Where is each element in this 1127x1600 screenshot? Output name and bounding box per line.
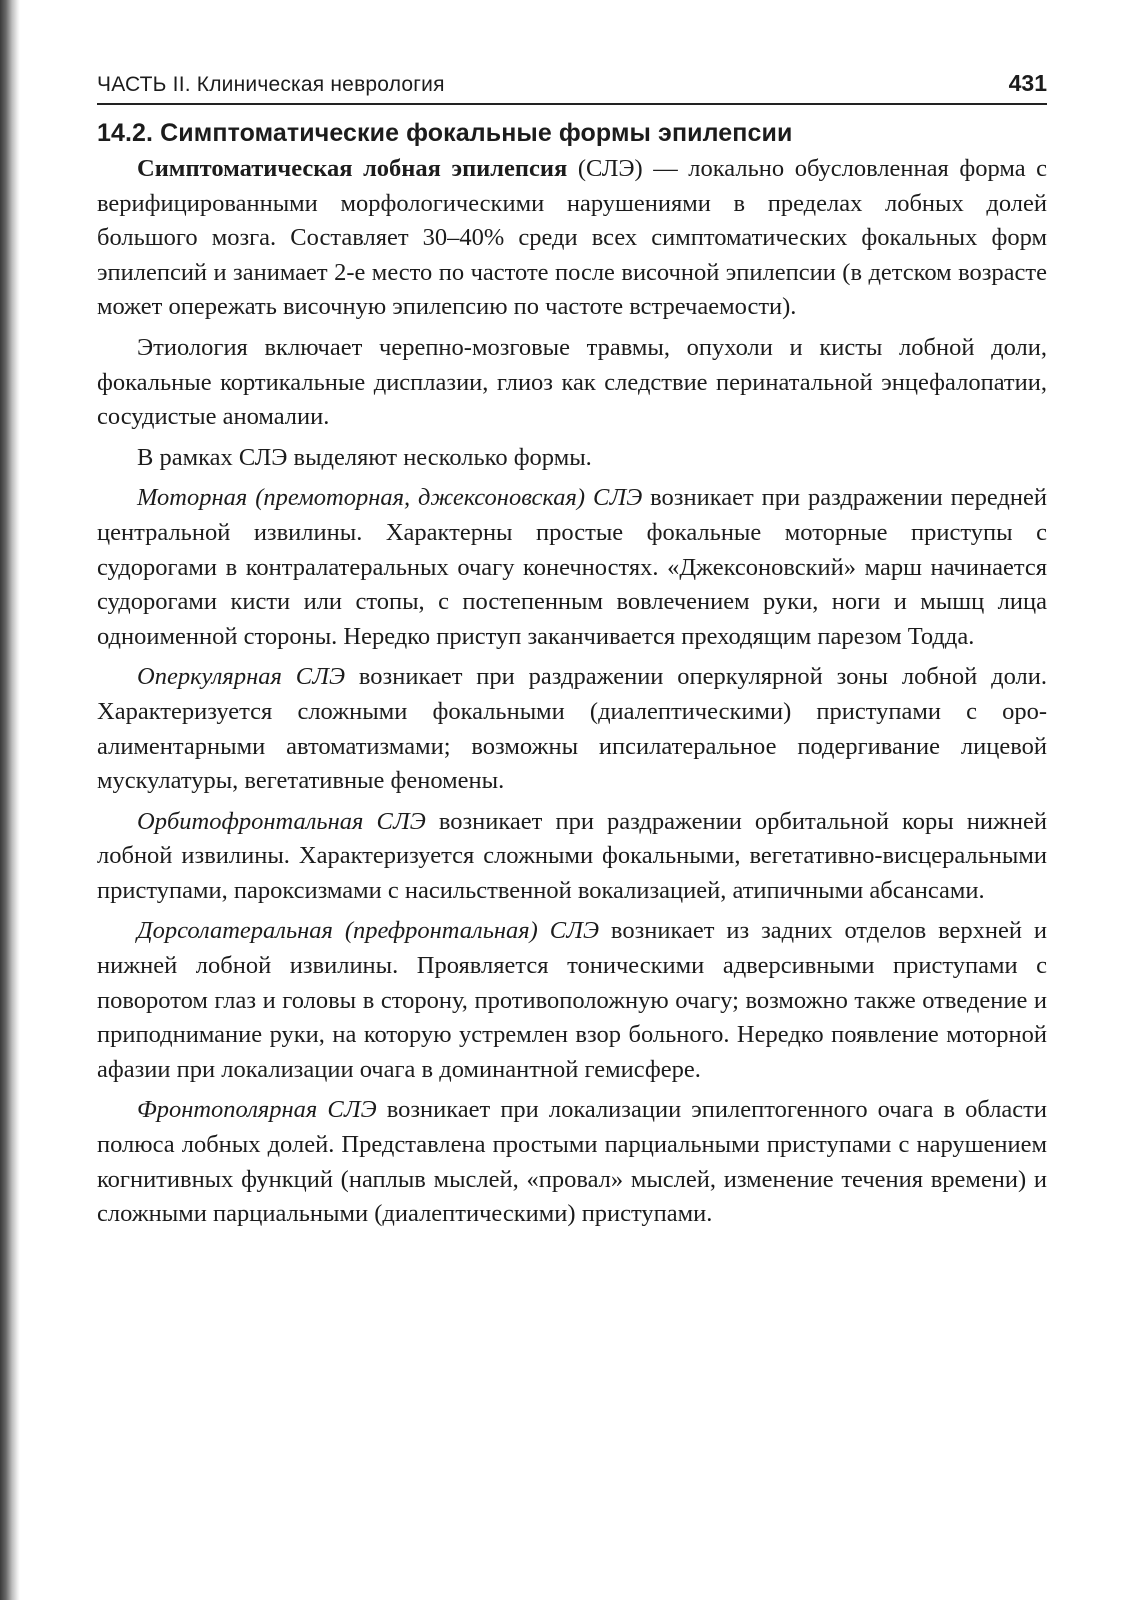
paragraph-motor xyxy=(97,481,1047,654)
paragraph-intro xyxy=(97,152,1047,325)
paragraph-intro-text: (СЛЭ) — локально обусловленная форма с верифицированными морфологическими нарушениями в пределах лобных долей большого мозга. Составляет 30–40% среди всех симптоматических фокальных форм эпилепсий и занимает 2-е место по частоте после височной эпилепсии (в детском возрасте может опережать височную эпилепсию по частоте встречаемости). xyxy=(97,155,1047,321)
term-frontopolar-sle: Фронтополярная СЛЭ xyxy=(137,1096,377,1124)
paragraph-frontopolar-text: возникает при локализации эпилептогенного очага в области полюса лобных долей. Представлена простыми парциальными приступами с нарушением когнитивных функций (наплыв мыслей, «провал» мыслей, изменение течения времени) и сложными парциальными (диалептическими) приступами. xyxy=(97,1096,1047,1228)
section-title: 14.2. Симптоматические фокальные формы эпилепсии xyxy=(97,119,793,147)
term-orbitofrontal-sle: Орбитофронтальная СЛЭ xyxy=(137,807,426,835)
running-header-part: ЧАСТЬ II. Клиническая неврология xyxy=(97,73,445,96)
paragraph-opercular-text: возникает при раздражении оперкулярной зоны лобной доли. Характеризуется сложными фокальными (диалептическими) приступами с оро-алиментарными автоматизмами; возможны ипсилатеральное подергивание лицевой мускулатуры, вегетативные феномены. xyxy=(97,663,1047,795)
paragraph-etiology xyxy=(97,331,1047,435)
term-motor-sle: Моторная (премоторная, джексоновская) СЛЭ xyxy=(137,484,643,512)
paragraph-motor-text: возникает при раздражении передней центральной извилины. Характерны простые фокальные моторные приступы с судорогами в контралатеральных очагу конечностях. «Джексоновский» марш начинается судорогами кисти или стопы, с постепенным вовлечением руки, ноги и мышц лица одноименной стороны. Нередко приступ заканчивается преходящим парезом Тодда. xyxy=(97,484,1047,650)
paragraph-frontopolar xyxy=(97,1093,1047,1231)
page-number: 431 xyxy=(1008,70,1047,96)
paragraph-orbitofrontal-text: возникает при раздражении орбитальной коры нижней лобной извилины. Характеризуется сложными фокальными, вегетативно-висцеральными приступами, пароксизмами с насильственной вокализацией, атипичными абсансами. xyxy=(97,807,1047,904)
running-header xyxy=(97,70,1047,105)
book-page xyxy=(97,70,1047,1238)
paragraph-forms-intro xyxy=(97,441,1047,476)
scan-edge-shadow xyxy=(0,0,20,1600)
paragraph-dorsolateral-text: возникает из задних отделов верхней и нижней лобной извилины. Проявляется тоническими адверсивными приступами с поворотом глаз и головы в сторону, противоположную очагу; возможно также отведение и приподнимание руки, на которую устремлен взор больного. Нередко появление моторной афазии при локализации очага в доминантной гемисфере. xyxy=(97,917,1047,1083)
term-symptomatic-frontal-epilepsy: Симптоматическая лобная эпилепсия xyxy=(137,155,568,182)
paragraph-forms-intro-text: В рамках СЛЭ выделяют несколько формы. xyxy=(137,443,592,471)
paragraph-dorsolateral xyxy=(97,914,1047,1087)
paragraph-orbitofrontal xyxy=(97,805,1047,909)
term-opercular-sle: Оперкулярная СЛЭ xyxy=(137,663,346,691)
term-dorsolateral-sle: Дорсолатеральная (префронтальная) СЛЭ xyxy=(137,917,600,945)
paragraph-etiology-text: Этиология включает черепно-мозговые травмы, опухоли и кисты лобной доли, фокальные кортикальные дисплазии, глиоз как следствие перинатальной энцефалопатии, сосудистые аномалии. xyxy=(97,333,1047,431)
paragraph-opercular xyxy=(97,660,1047,798)
